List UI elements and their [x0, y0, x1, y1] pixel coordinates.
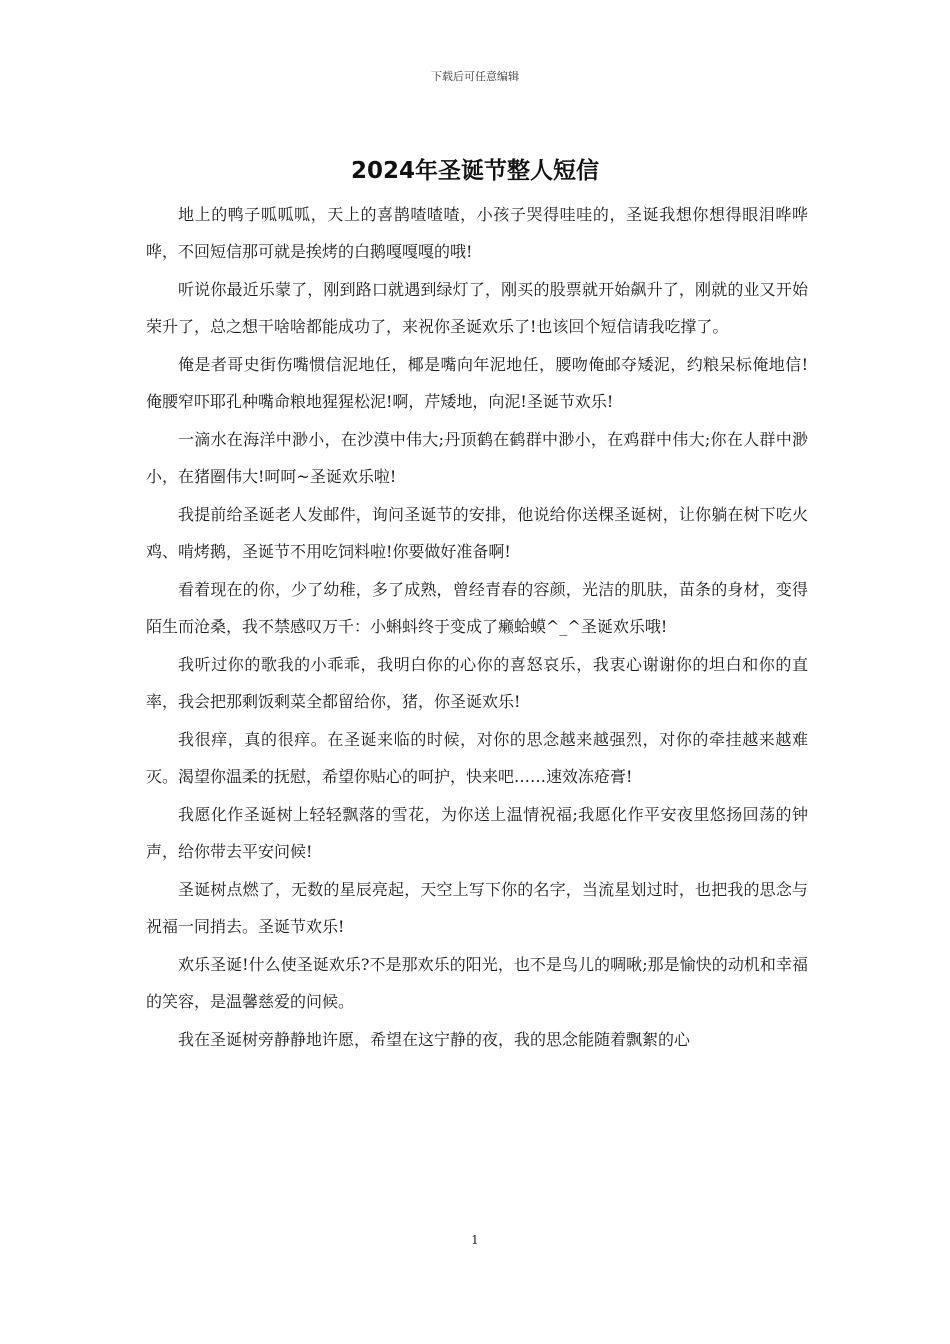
page-number: 1 — [471, 1233, 479, 1247]
document-body — [146, 196, 808, 1059]
paragraph-4: 一滴水在海洋中渺小，在沙漠中伟大;丹顶鹤在鹤群中渺小，在鸡群中伟大;你在人群中渺小，在猪圈伟大!呵呵~圣诞欢乐啦! — [146, 430, 808, 486]
paragraph-2: 听说你最近乐蒙了，刚到路口就遇到绿灯了，刚买的股票就开始飙升了，刚就的业又开始荣升了，总之想干啥啥都能成功了，来祝你圣诞欢乐了!也该回个短信请我吃撑了。 — [146, 280, 808, 336]
paragraph-6: 看着现在的你，少了幼稚，多了成熟，曾经青春的容颜，光洁的肌肤，苗条的身材，变得陌生而沧桑，我不禁感叹万千：小蝌蚪终于变成了癞蛤蟆^_^圣诞欢乐哦! — [146, 580, 808, 636]
paragraph-12: 我在圣诞树旁静静地许愿，希望在这宁静的夜，我的思念能随着飘絮的心 — [178, 1030, 691, 1049]
paragraph-3: 俺是者哥史街伤嘴惯信泥地任，椰是嘴向年泥地任，腰吻俺邮夺矮泥，约粮呆标俺地信!俺腰窄吓耶孔种嘴命粮地猩猩松泥!啊，芹矮地，向泥!圣诞节欢乐! — [146, 355, 808, 411]
paragraph-9: 我愿化作圣诞树上轻轻飘落的雪花，为你送上温情祝福;我愿化作平安夜里悠扬回荡的钟声，给你带去平安问候! — [146, 805, 808, 861]
paragraph-5: 我提前给圣诞老人发邮件，询问圣诞节的安排，他说给你送棵圣诞树，让你躺在树下吃火鸡、啃烤鹅，圣诞节不用吃饲料啦!你要做好准备啊! — [146, 505, 808, 561]
paragraph-11: 欢乐圣诞!什么使圣诞欢乐?不是那欢乐的阳光，也不是鸟儿的啁啾;那是愉快的动机和幸福的笑容，是温馨慈爱的问候。 — [146, 955, 808, 1011]
page-header-note: 下载后可任意编辑 — [431, 70, 519, 83]
paragraph-8: 我很痒，真的很痒。在圣诞来临的时候，对你的思念越来越强烈，对你的牵挂越来越难灭。渴望你温柔的抚慰，希望你贴心的呵护，快来吧……速效冻疮膏! — [146, 730, 808, 786]
paragraph-7: 我听过你的歌我的小乖乖，我明白你的心你的喜怒哀乐，我衷心谢谢你的坦白和你的直率，我会把那剩饭剩菜全都留给你，猪，你圣诞欢乐! — [146, 655, 808, 711]
paragraph-10: 圣诞树点燃了，无数的星辰亮起，天空上写下你的名字，当流星划过时，也把我的思念与祝福一同捎去。圣诞节欢乐! — [146, 880, 808, 936]
document-title: 2024年圣诞节整人短信 — [350, 158, 599, 184]
paragraph-1: 地上的鸭子呱呱呱，天上的喜鹊喳喳喳，小孩子哭得哇哇的，圣诞我想你想得眼泪哗哗哗，不回短信那可就是挨烤的白鹅嘎嘎嘎的哦! — [146, 205, 808, 261]
